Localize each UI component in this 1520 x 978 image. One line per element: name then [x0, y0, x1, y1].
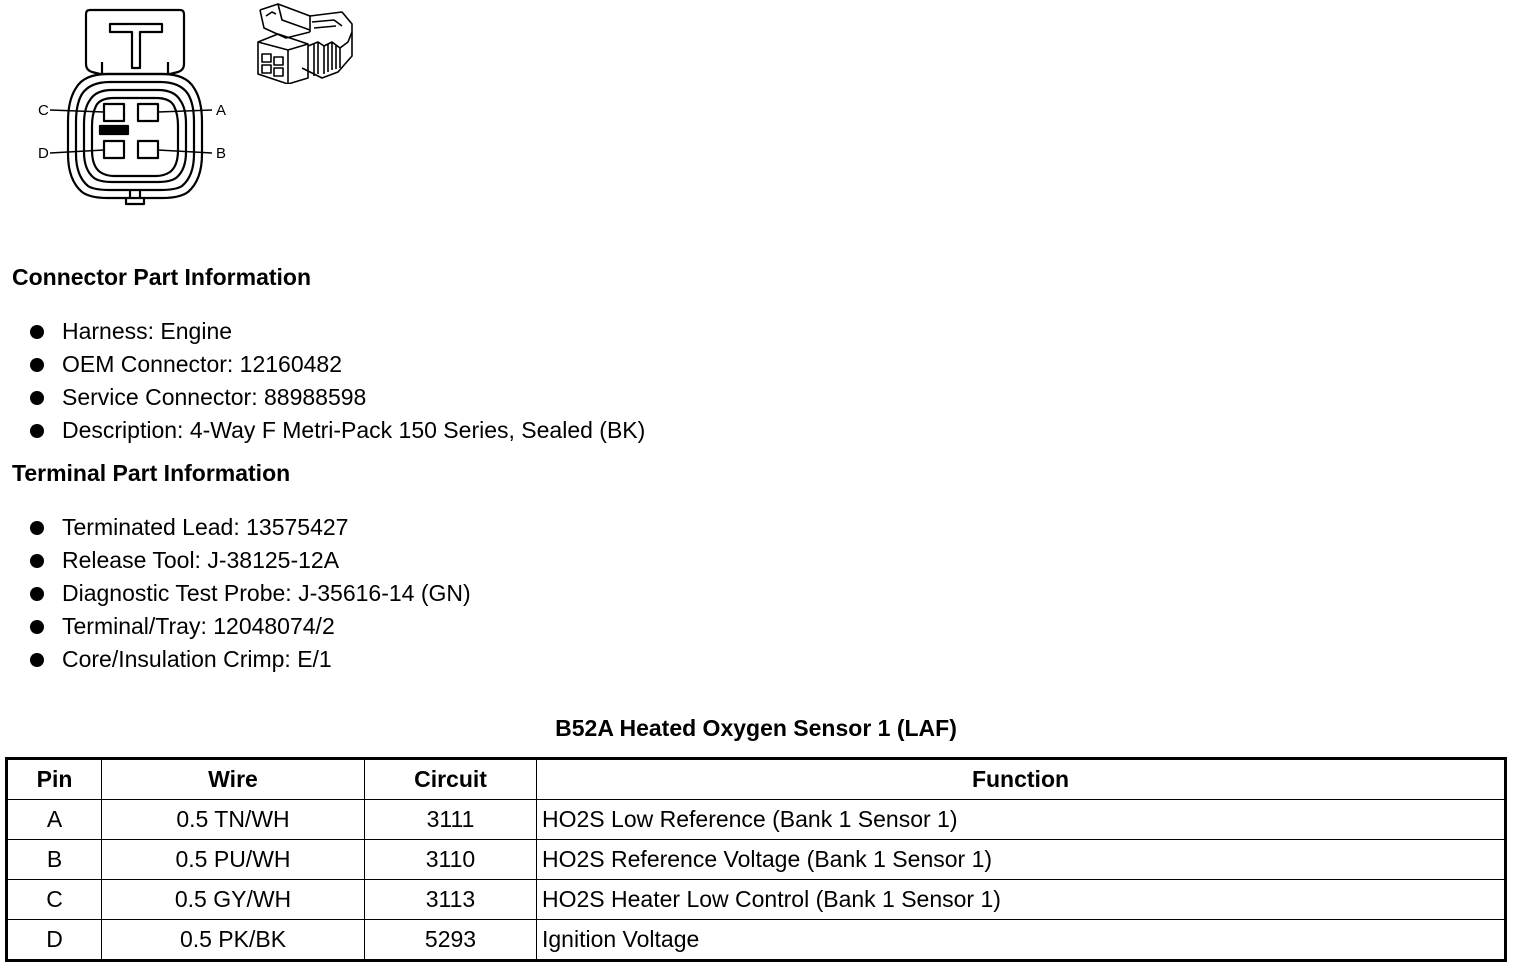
cell-function: HO2S Low Reference (Bank 1 Sensor 1) — [537, 800, 1506, 840]
pin-label-a: A — [216, 102, 227, 119]
connector-face-diagram — [30, 4, 240, 210]
list-item: Release Tool: J-38125-12A — [28, 544, 471, 577]
cell-wire: 0.5 PU/WH — [102, 840, 365, 880]
cell-wire: 0.5 GY/WH — [102, 880, 365, 920]
connector-info-list — [28, 315, 645, 447]
cell-pin: D — [7, 920, 102, 961]
cell-function: Ignition Voltage — [537, 920, 1506, 961]
list-item: Diagnostic Test Probe: J-35616-14 (GN) — [28, 577, 471, 610]
cell-circuit: 3111 — [365, 800, 537, 840]
cell-circuit: 3113 — [365, 880, 537, 920]
terminal-info-heading: Terminal Part Information — [12, 460, 291, 486]
header-pin: Pin — [7, 759, 102, 800]
cell-pin: A — [7, 800, 102, 840]
connector-isometric-diagram — [252, 2, 358, 84]
table-row — [7, 840, 1506, 880]
pin-label-b: B — [216, 145, 227, 162]
table-row — [7, 800, 1506, 840]
cell-circuit: 3110 — [365, 840, 537, 880]
list-item: Harness: Engine — [28, 315, 645, 348]
connector-info-heading: Connector Part Information — [12, 264, 312, 290]
terminal-info-list — [28, 511, 471, 676]
table-row — [7, 920, 1506, 961]
table-row — [7, 880, 1506, 920]
list-item: Terminal/Tray: 12048074/2 — [28, 610, 471, 643]
cell-pin: C — [7, 880, 102, 920]
cell-function: HO2S Heater Low Control (Bank 1 Sensor 1) — [537, 880, 1506, 920]
pin-label-d: D — [38, 145, 49, 162]
header-wire: Wire — [102, 759, 365, 800]
header-function: Function — [537, 759, 1506, 800]
list-item: OEM Connector: 12160482 — [28, 348, 645, 381]
table-header-row — [7, 759, 1506, 800]
cell-circuit: 5293 — [365, 920, 537, 961]
cell-wire: 0.5 PK/BK — [102, 920, 365, 961]
pin-label-c: C — [38, 102, 49, 119]
header-circuit: Circuit — [365, 759, 537, 800]
table-title: B52A Heated Oxygen Sensor 1 (LAF) — [555, 715, 957, 741]
list-item: Core/Insulation Crimp: E/1 — [28, 643, 471, 676]
cell-wire: 0.5 TN/WH — [102, 800, 365, 840]
list-item: Service Connector: 88988598 — [28, 381, 645, 414]
pin-table — [5, 757, 1507, 962]
list-item: Terminated Lead: 13575427 — [28, 511, 471, 544]
cell-pin: B — [7, 840, 102, 880]
cell-function: HO2S Reference Voltage (Bank 1 Sensor 1) — [537, 840, 1506, 880]
list-item: Description: 4-Way F Metri-Pack 150 Series, Sealed (BK) — [28, 414, 645, 447]
